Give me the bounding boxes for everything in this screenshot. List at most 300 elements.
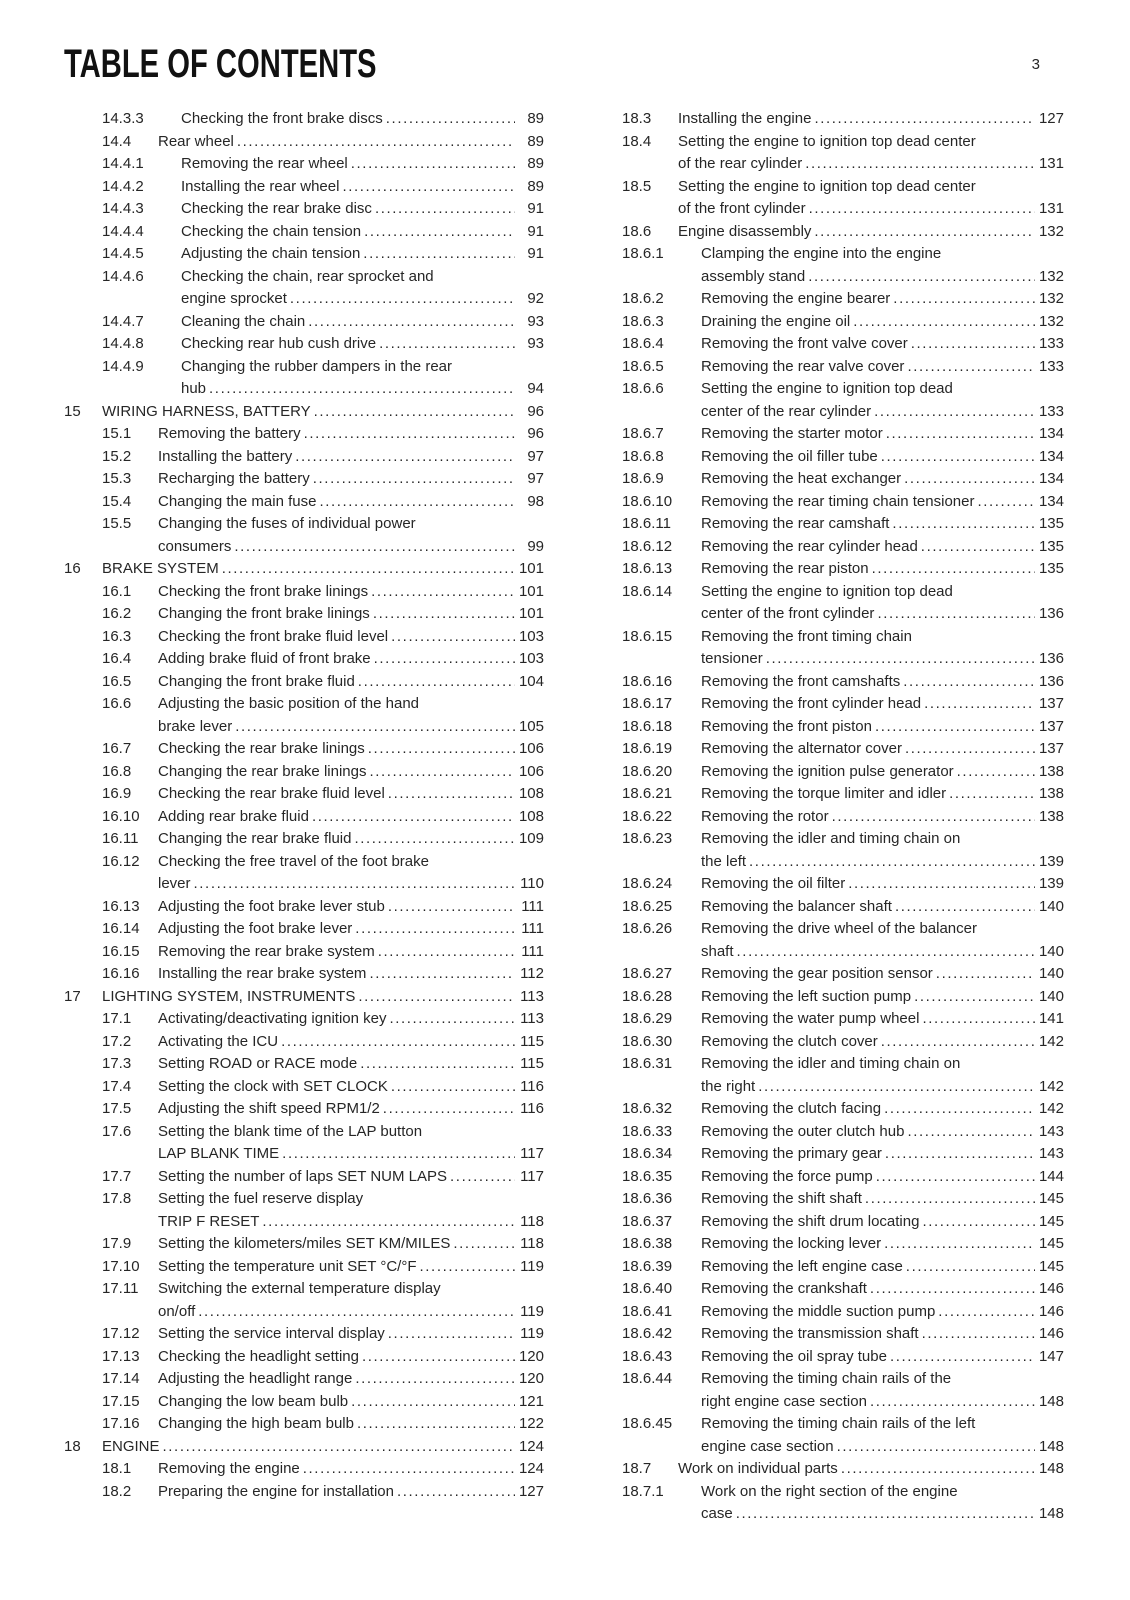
entry-content [701, 333, 1064, 356]
entry-title: Removing the water pump wheel [701, 1010, 920, 1027]
entry-line [701, 491, 1064, 514]
dot-leader [450, 1166, 515, 1189]
entry-content [701, 558, 1064, 581]
toc-entry [584, 423, 1064, 446]
entry-page: 111 [521, 942, 544, 960]
entry-line [181, 288, 544, 311]
toc-entry [64, 693, 544, 738]
dot-leader [977, 491, 1035, 514]
entry-page: 132 [1038, 290, 1064, 307]
entry-line [701, 941, 1064, 964]
entry-page: 98 [527, 492, 544, 510]
entry-content [158, 783, 544, 806]
dot-leader [363, 243, 515, 266]
entry-line [701, 1053, 1064, 1076]
toc-entry [584, 1256, 1064, 1279]
toc-entry [584, 491, 1064, 514]
toc-column-2 [584, 108, 1064, 1526]
toc-entry [64, 1391, 544, 1414]
entry-number: 17.8 [102, 1190, 132, 1207]
dot-leader [905, 738, 1035, 761]
dot-leader [282, 1143, 515, 1166]
entry-page: 93 [527, 335, 544, 352]
dot-leader [841, 1458, 1035, 1481]
entry-page: 145 [1038, 1190, 1064, 1207]
entry-content [158, 738, 544, 761]
entry-number: 18.6.19 [622, 740, 673, 757]
dot-leader [235, 716, 515, 739]
entry-title: ENGINE [102, 1437, 160, 1455]
toc-entry [64, 1256, 544, 1279]
entry-title: Setting the service interval display [158, 1325, 385, 1342]
entry-content [181, 333, 544, 356]
entry-line [701, 671, 1064, 694]
dot-leader [872, 558, 1035, 581]
dot-leader [369, 761, 515, 784]
entry-title: Checking the rear brake linings [158, 740, 365, 757]
dot-leader [262, 1211, 515, 1234]
entry-title: Rear wheel [158, 132, 234, 150]
entry-number: 18.6.20 [622, 762, 673, 780]
entry-number: 18.6.24 [622, 875, 673, 892]
entry-line [701, 648, 1064, 671]
entry-line [678, 131, 1064, 154]
entry-line [701, 626, 1064, 649]
entry-number: 18.6.3 [622, 312, 664, 330]
entry-page: 146 [1038, 1280, 1064, 1297]
entry-title: Work on individual parts [678, 1460, 838, 1477]
entry-number: 18.6.33 [622, 1122, 673, 1140]
entry-line [158, 1188, 544, 1211]
entry-page: 127 [518, 1482, 544, 1500]
entry-content [158, 851, 544, 896]
entry-content [181, 176, 544, 199]
entry-number: 14.4.4 [102, 222, 144, 240]
entry-page: 135 [1038, 515, 1064, 532]
entry-page: 138 [1038, 807, 1064, 825]
entry-line [158, 693, 544, 716]
entry-content [158, 131, 544, 154]
entry-content [701, 446, 1064, 469]
entry-line [158, 513, 544, 536]
dot-leader [379, 333, 515, 356]
entry-line [158, 1323, 544, 1346]
toc-entry [584, 1143, 1064, 1166]
toc-entry [584, 1368, 1064, 1413]
entry-line [181, 198, 544, 221]
entry-line [701, 918, 1064, 941]
entry-content [701, 536, 1064, 559]
entry-title-continued: shaft [701, 942, 734, 960]
entry-title: Removing the middle suction pump [701, 1302, 936, 1320]
entry-line [701, 356, 1064, 379]
entry-page: 137 [1038, 695, 1064, 712]
entry-content [678, 221, 1064, 244]
entry-title-continued: TRIP F RESET [158, 1212, 260, 1230]
entry-line [701, 1098, 1064, 1121]
entry-page: 104 [518, 672, 544, 690]
entry-title: Removing the timing chain rails of the left [701, 1415, 976, 1432]
entry-number: 18.6.10 [622, 492, 673, 510]
entry-content [701, 1166, 1064, 1189]
dot-leader [737, 941, 1035, 964]
entry-page: 106 [518, 740, 544, 757]
entry-page: 136 [1038, 672, 1064, 690]
entry-line [158, 1008, 544, 1031]
entry-page: 116 [520, 1100, 544, 1117]
entry-number: 14.4 [102, 132, 132, 150]
entry-page: 93 [527, 312, 544, 330]
entry-content [181, 311, 544, 334]
toc-entry [584, 356, 1064, 379]
entry-page: 132 [1038, 222, 1064, 240]
dot-leader [922, 1008, 1035, 1031]
dot-leader [921, 536, 1035, 559]
entry-content [701, 311, 1064, 334]
entry-title: Adjusting the chain tension [181, 245, 361, 262]
entry-number: 18.6.22 [622, 807, 673, 825]
entry-page: 142 [1038, 1100, 1064, 1117]
dot-leader [237, 131, 515, 154]
entry-line [181, 243, 544, 266]
entry-title: Removing the alternator cover [701, 740, 902, 757]
entry-number: 18.6.15 [622, 627, 673, 645]
entry-page: 101 [518, 560, 544, 577]
entry-line [701, 873, 1064, 896]
entry-title: Removing the rear valve cover [701, 357, 905, 375]
toc-entry [584, 243, 1064, 288]
entry-number: 18.6.7 [622, 425, 664, 442]
entry-content [158, 1256, 544, 1279]
entry-number: 18.6 [622, 222, 652, 240]
entry-title: Changing the rear brake fluid [158, 830, 352, 847]
entry-title: Adjusting the headlight range [158, 1370, 353, 1387]
entry-content [181, 243, 544, 266]
dot-leader [885, 1143, 1035, 1166]
entry-content [701, 626, 1064, 671]
entry-number: 14.4.7 [102, 312, 144, 330]
entry-line [102, 401, 544, 424]
entry-number: 18.6.42 [622, 1325, 673, 1342]
toc-entry [584, 873, 1064, 896]
entry-title: Removing the rotor [701, 807, 829, 825]
entry-line [158, 626, 544, 649]
toc-entry [64, 896, 544, 919]
entry-title: Setting the number of laps SET NUM LAPS [158, 1167, 448, 1185]
entry-number: 18.6.44 [622, 1370, 673, 1387]
toc-entry [64, 648, 544, 671]
entry-title-continued: engine case section [701, 1437, 834, 1455]
entry-line [158, 738, 544, 761]
entry-number: 18.6.36 [622, 1190, 673, 1207]
entry-page: 111 [521, 897, 544, 915]
toc-entry [584, 1121, 1064, 1144]
dot-leader [389, 1008, 515, 1031]
entry-title-continued: consumers [158, 537, 232, 555]
toc-entry [584, 896, 1064, 919]
entry-page: 105 [518, 717, 544, 735]
entry-page: 111 [521, 920, 544, 937]
entry-page: 145 [1038, 1257, 1064, 1275]
entry-content [181, 266, 544, 311]
entry-line [678, 108, 1064, 131]
entry-line [158, 468, 544, 491]
entry-title: Installing the rear wheel [181, 177, 340, 195]
entry-line [181, 108, 544, 131]
entry-line [701, 468, 1064, 491]
entry-number: 17 [64, 987, 81, 1005]
toc-entry [64, 761, 544, 784]
toc-entry [584, 626, 1064, 671]
dot-leader [420, 1256, 515, 1279]
toc-entry [64, 963, 544, 986]
entry-line [678, 176, 1064, 199]
entry-title: Adding rear brake fluid [158, 807, 309, 825]
entry-page: 115 [520, 1055, 544, 1072]
entry-title-continued: tensioner [701, 650, 763, 667]
entry-line [158, 648, 544, 671]
toc-entry [64, 986, 544, 1009]
entry-line [158, 828, 544, 851]
toc-entry [584, 1458, 1064, 1481]
entry-title: Removing the starter motor [701, 425, 883, 442]
toc-entry [64, 1458, 544, 1481]
entry-line [181, 356, 544, 379]
entry-line [158, 423, 544, 446]
dot-leader [837, 1436, 1035, 1459]
entry-number: 18.6.41 [622, 1302, 673, 1320]
entry-number: 18.6.27 [622, 965, 673, 982]
entry-line [701, 986, 1064, 1009]
dot-leader [355, 918, 515, 941]
entry-content [158, 423, 544, 446]
entry-number: 18.6.6 [622, 380, 664, 397]
entry-page: 140 [1038, 897, 1064, 915]
entry-line [181, 153, 544, 176]
entry-title: Adjusting the foot brake lever stub [158, 897, 385, 915]
entry-line [158, 446, 544, 469]
entry-number: 16.4 [102, 650, 132, 667]
dot-leader [209, 378, 515, 401]
entry-page: 96 [527, 402, 544, 420]
entry-number: 18.6.23 [622, 830, 673, 847]
entry-title: Removing the rear camshaft [701, 515, 890, 532]
entry-line [158, 1031, 544, 1054]
dot-leader [749, 851, 1035, 874]
entry-page: 91 [527, 200, 544, 217]
dot-leader [884, 1233, 1035, 1256]
entry-number: 14.4.2 [102, 177, 144, 195]
entry-content [158, 693, 544, 738]
dot-leader [342, 176, 515, 199]
toc-entry [64, 221, 544, 244]
entry-line [701, 716, 1064, 739]
dot-leader [832, 806, 1035, 829]
entry-line [158, 1368, 544, 1391]
entry-number: 16.13 [102, 897, 140, 915]
entry-page: 120 [518, 1347, 544, 1365]
toc-entry [584, 378, 1064, 423]
dot-leader [351, 1391, 515, 1414]
entry-page: 118 [520, 1212, 544, 1230]
entry-title: Checking the rear brake disc [181, 200, 372, 217]
entry-title: Checking the front brake discs [181, 110, 383, 127]
entry-page: 110 [520, 875, 544, 892]
entry-title: Checking the headlight setting [158, 1347, 359, 1365]
entry-number: 15.3 [102, 470, 132, 487]
dot-leader [924, 693, 1035, 716]
entry-line [701, 1188, 1064, 1211]
page-title: TABLE OF CONTENTS [64, 41, 377, 86]
entry-content [701, 963, 1064, 986]
entry-page: 127 [1038, 110, 1064, 127]
entry-title: Removing the timing chain rails of the [701, 1370, 952, 1387]
entry-page: 148 [1038, 1392, 1064, 1410]
entry-number: 18.6.18 [622, 717, 673, 735]
dot-leader [736, 1503, 1035, 1526]
dot-leader [371, 581, 515, 604]
toc-entry [64, 1413, 544, 1436]
entry-number: 17.14 [102, 1370, 140, 1387]
entry-number: 18 [64, 1437, 81, 1455]
entry-number: 14.4.8 [102, 335, 144, 352]
entry-number: 16.9 [102, 785, 132, 802]
entry-page: 132 [1038, 267, 1064, 285]
entry-page: 142 [1038, 1077, 1064, 1095]
dot-leader [360, 1053, 515, 1076]
toc-entry [584, 783, 1064, 806]
entry-content [158, 1368, 544, 1391]
toc-entry [584, 738, 1064, 761]
entry-number: 18.6.34 [622, 1145, 673, 1162]
entry-title: Work on the right section of the engine [701, 1482, 958, 1500]
entry-content [158, 806, 544, 829]
toc-entry [64, 1053, 544, 1076]
entry-page: 138 [1038, 762, 1064, 780]
toc-entry [584, 333, 1064, 356]
dot-leader [295, 446, 515, 469]
entry-content [158, 648, 544, 671]
entry-page: 142 [1038, 1032, 1064, 1050]
entry-page: 140 [1038, 987, 1064, 1005]
table-of-contents [64, 108, 1064, 1526]
entry-line [701, 1211, 1064, 1234]
dot-leader [378, 941, 515, 964]
entry-title: Cleaning the chain [181, 312, 306, 330]
dot-leader [936, 963, 1035, 986]
entry-number: 16.11 [102, 830, 139, 847]
entry-page: 121 [518, 1392, 544, 1410]
entry-page: 135 [1038, 537, 1064, 555]
entry-line [701, 1413, 1064, 1436]
entry-content [701, 1008, 1064, 1031]
dot-leader [922, 1323, 1035, 1346]
dot-leader [391, 626, 515, 649]
dot-leader [388, 1323, 515, 1346]
entry-page: 108 [518, 785, 544, 802]
entry-line [701, 1503, 1064, 1526]
entry-content [158, 896, 544, 919]
entry-line [701, 423, 1064, 446]
entry-page: 134 [1038, 492, 1064, 510]
entry-number: 17.9 [102, 1235, 132, 1252]
entry-content [181, 198, 544, 221]
entry-title: Setting ROAD or RACE mode [158, 1055, 358, 1072]
entry-line [181, 221, 544, 244]
entry-content [701, 918, 1064, 963]
dot-leader [893, 288, 1035, 311]
entry-content [158, 446, 544, 469]
dot-leader [313, 468, 515, 491]
entry-number: 18.6.21 [622, 785, 673, 802]
entry-line [678, 153, 1064, 176]
entry-line [102, 1436, 544, 1459]
entry-title: Removing the ignition pulse generator [701, 762, 954, 780]
entry-number: 18.7.1 [622, 1482, 664, 1500]
toc-entry [584, 1188, 1064, 1211]
dot-leader [386, 108, 515, 131]
toc-entry [64, 131, 544, 154]
entry-number: 18.6.8 [622, 447, 664, 465]
entry-line [102, 558, 544, 581]
entry-content [181, 356, 544, 401]
entry-line [701, 603, 1064, 626]
dot-leader [391, 1076, 515, 1099]
entry-page: 122 [518, 1415, 544, 1432]
entry-content [678, 1458, 1064, 1481]
entry-title: Removing the front timing chain [701, 627, 912, 645]
entry-line [181, 311, 544, 334]
toc-entry [584, 716, 1064, 739]
toc-entry [64, 108, 544, 131]
dot-leader [957, 761, 1035, 784]
entry-line [158, 806, 544, 829]
dot-leader [870, 1278, 1035, 1301]
entry-number: 15.4 [102, 492, 132, 510]
entry-line [701, 536, 1064, 559]
entry-page: 113 [520, 1010, 544, 1027]
entry-title: Checking the chain tension [181, 222, 362, 240]
entry-line [701, 1278, 1064, 1301]
entry-line [701, 243, 1064, 266]
entry-content [158, 513, 544, 558]
toc-entry [584, 918, 1064, 963]
entry-content [701, 491, 1064, 514]
entry-line [701, 761, 1064, 784]
entry-number: 17.12 [102, 1325, 140, 1342]
entry-title: WIRING HARNESS, BATTERY [102, 402, 311, 420]
entry-title: Recharging the battery [158, 470, 310, 487]
dot-leader [375, 198, 515, 221]
dot-leader [814, 221, 1035, 244]
toc-entry [64, 1233, 544, 1256]
entry-line [158, 491, 544, 514]
entry-number: 18.6.2 [622, 290, 664, 307]
entry-title: Checking the rear brake fluid level [158, 785, 385, 802]
entry-title: Adjusting the foot brake lever [158, 920, 353, 937]
entry-title: Removing the torque limiter and idler [701, 785, 947, 802]
entry-page: 138 [1038, 785, 1064, 802]
entry-title: Removing the idler and timing chain on [701, 1055, 961, 1072]
dot-leader [453, 1233, 515, 1256]
entry-line [158, 873, 544, 896]
entry-line [701, 266, 1064, 289]
entry-page: 117 [520, 1145, 544, 1162]
entry-number: 18.6.13 [622, 560, 673, 577]
entry-title: Removing the primary gear [701, 1145, 882, 1162]
entry-number: 18.6.35 [622, 1167, 673, 1185]
toc-entry [64, 198, 544, 221]
